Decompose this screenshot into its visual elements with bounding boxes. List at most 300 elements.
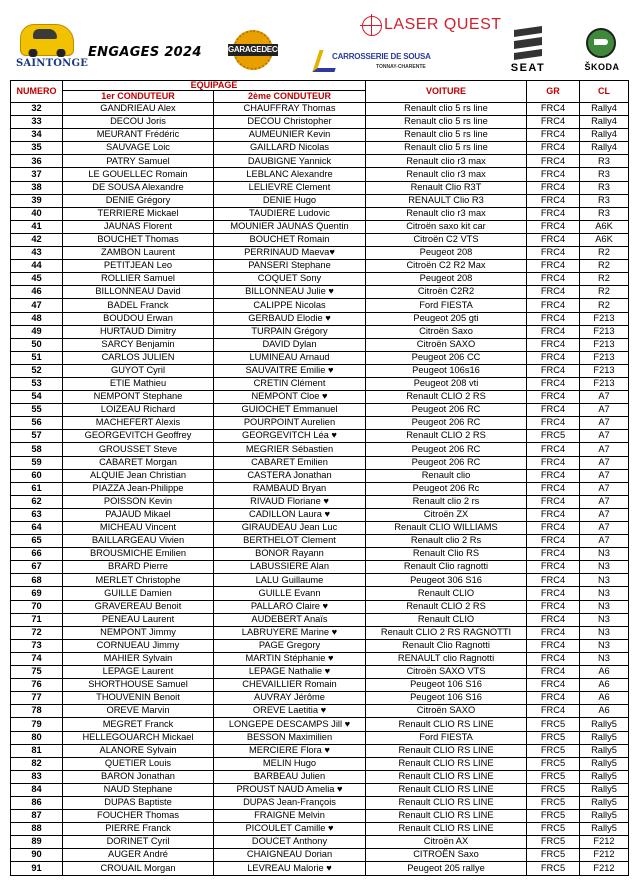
class: R2	[580, 247, 629, 260]
table-row	[11, 718, 629, 731]
saintonge-logo	[14, 20, 89, 72]
second-driver: LEPAGE Nathalie ♥	[214, 666, 366, 679]
second-driver: BILLONNEAU Julie ♥	[214, 286, 366, 299]
class: Rally4	[580, 129, 629, 142]
group: FRC4	[527, 600, 580, 613]
class: N3	[580, 613, 629, 626]
second-driver: CRETIN Clément	[214, 377, 366, 390]
car-model: Peugeot 206 RC	[366, 456, 527, 469]
table-row	[11, 770, 629, 783]
first-driver: LOIZEAU Richard	[63, 404, 214, 417]
group: FRC4	[527, 391, 580, 404]
second-driver: CHAUFFRAY Thomas	[214, 103, 366, 116]
table-row	[11, 679, 629, 692]
second-driver: MARTIN Stéphanie ♥	[214, 652, 366, 665]
class: F213	[580, 351, 629, 364]
entry-number: 55	[11, 404, 63, 417]
car-model: Renault CLIO RS LINE	[366, 810, 527, 823]
header-equipage: EQUIPAGE	[63, 81, 366, 91]
first-driver: NEMPONT Jimmy	[63, 626, 214, 639]
carrosserie-logo	[316, 48, 438, 76]
second-driver: DAVID Dylan	[214, 338, 366, 351]
car-model: Peugeot 205 rallye	[366, 862, 527, 875]
class: F213	[580, 377, 629, 390]
entry-number: 50	[11, 338, 63, 351]
table-row	[11, 325, 629, 338]
entry-number: 84	[11, 783, 63, 796]
class: R2	[580, 299, 629, 312]
car-model: Renault Clio Ragnotti	[366, 639, 527, 652]
car-model: Renault CLIO 2 RS	[366, 600, 527, 613]
car-model: Renault clio 5 rs line	[366, 129, 527, 142]
entry-number: 78	[11, 705, 63, 718]
table-row	[11, 430, 629, 443]
class: A6	[580, 705, 629, 718]
entry-number: 42	[11, 233, 63, 246]
table-row	[11, 731, 629, 744]
entry-number: 90	[11, 849, 63, 862]
entry-number: 52	[11, 364, 63, 377]
group: FRC5	[527, 718, 580, 731]
second-driver: DENIE Hugo	[214, 194, 366, 207]
car-model: CITROËN Saxo	[366, 849, 527, 862]
first-driver: BARON Jonathan	[63, 770, 214, 783]
group: FRC4	[527, 652, 580, 665]
entry-number: 82	[11, 757, 63, 770]
car-model: Renault clio 5 rs line	[366, 142, 527, 155]
group: FRC5	[527, 862, 580, 875]
car-model: RENAULT clio Ragnotti	[366, 652, 527, 665]
table-row	[11, 836, 629, 849]
class: Rally4	[580, 103, 629, 116]
table-row	[11, 666, 629, 679]
first-driver: AUGER André	[63, 849, 214, 862]
class: Rally5	[580, 757, 629, 770]
car-model: Renault clio r3 max	[366, 207, 527, 220]
group: FRC4	[527, 443, 580, 456]
second-driver: LABRUYERE Marine ♥	[214, 626, 366, 639]
seat-logo	[504, 28, 552, 74]
garage-logo-text: GARAGEDECOU	[228, 45, 289, 54]
car-model: Renault clio 5 rs line	[366, 103, 527, 116]
car-model: Renault clio 2 Rs	[366, 535, 527, 548]
group: FRC4	[527, 338, 580, 351]
laser-quest-logo-text: LASER QUEST	[384, 16, 502, 33]
class: R2	[580, 260, 629, 273]
car-model: Renault clio	[366, 469, 527, 482]
entry-number: 88	[11, 823, 63, 836]
second-driver: PERRINAUD Maeva♥	[214, 247, 366, 260]
table-row	[11, 574, 629, 587]
entries-table	[10, 80, 629, 876]
first-driver: BOUDOU Erwan	[63, 312, 214, 325]
entry-number: 36	[11, 155, 63, 168]
entry-number: 54	[11, 391, 63, 404]
page-header	[0, 0, 642, 80]
table-row	[11, 233, 629, 246]
entry-number: 51	[11, 351, 63, 364]
entry-number: 66	[11, 548, 63, 561]
entry-number: 38	[11, 181, 63, 194]
class: A7	[580, 430, 629, 443]
first-driver: PIAZZA Jean-Philippe	[63, 482, 214, 495]
group: FRC5	[527, 731, 580, 744]
first-driver: PATRY Samuel	[63, 155, 214, 168]
group: FRC4	[527, 508, 580, 521]
carrosserie-logo-subtext: TONNAY-CHARENTE	[376, 64, 426, 70]
first-driver: BADEL Franck	[63, 299, 214, 312]
table-row	[11, 260, 629, 273]
entry-number: 58	[11, 443, 63, 456]
class: A6	[580, 679, 629, 692]
class: A7	[580, 417, 629, 430]
first-driver: DUPAS Baptiste	[63, 796, 214, 809]
second-driver: AUDEBERT Anaïs	[214, 613, 366, 626]
first-driver: CABARET Morgan	[63, 456, 214, 469]
second-driver: PALLARO Claire ♥	[214, 600, 366, 613]
entry-number: 45	[11, 273, 63, 286]
table-row	[11, 338, 629, 351]
group: FRC4	[527, 469, 580, 482]
skoda-logo-text: ŠKODA	[584, 62, 620, 72]
entry-number: 75	[11, 666, 63, 679]
second-driver: POURPOINT Aurelien	[214, 417, 366, 430]
group: FRC5	[527, 796, 580, 809]
group: FRC5	[527, 744, 580, 757]
group: FRC5	[527, 849, 580, 862]
class: Rally5	[580, 823, 629, 836]
entry-number: 83	[11, 770, 63, 783]
first-driver: ALQUIE Jean Christian	[63, 469, 214, 482]
first-driver: MAHIER Sylvain	[63, 652, 214, 665]
car-model: Renault CLIO RS LINE	[366, 823, 527, 836]
car-model: Peugeot 206 RC	[366, 417, 527, 430]
car-model: Citroën SAXO	[366, 338, 527, 351]
class: Rally5	[580, 718, 629, 731]
group: FRC4	[527, 522, 580, 535]
class: N3	[580, 600, 629, 613]
car-model: Renault Clio RS	[366, 548, 527, 561]
group: FRC4	[527, 325, 580, 338]
entry-number: 60	[11, 469, 63, 482]
group: FRC4	[527, 626, 580, 639]
entry-number: 89	[11, 836, 63, 849]
car-model: Renault CLIO	[366, 587, 527, 600]
class: N3	[580, 574, 629, 587]
second-driver: PAGE Gregory	[214, 639, 366, 652]
first-driver: OREVE Marvin	[63, 705, 214, 718]
class: R3	[580, 181, 629, 194]
entry-number: 73	[11, 639, 63, 652]
class: A6K	[580, 220, 629, 233]
car-model: Renault clio 2 rs	[366, 495, 527, 508]
group: FRC4	[527, 535, 580, 548]
class: A7	[580, 456, 629, 469]
car-model: Peugeot 206 RC	[366, 443, 527, 456]
group: FRC4	[527, 273, 580, 286]
first-driver: MACHEFERT Alexis	[63, 417, 214, 430]
car-model: Peugeot 106 S16	[366, 692, 527, 705]
class: Rally5	[580, 783, 629, 796]
table-row	[11, 443, 629, 456]
second-driver: CABARET Emilien	[214, 456, 366, 469]
class: A6K	[580, 233, 629, 246]
class: R2	[580, 273, 629, 286]
group: FRC4	[527, 116, 580, 129]
table-row	[11, 181, 629, 194]
group: FRC4	[527, 613, 580, 626]
first-driver: BAILLARGEAU Vivien	[63, 535, 214, 548]
entry-number: 62	[11, 495, 63, 508]
second-driver: LEVREAU Malorie ♥	[214, 862, 366, 875]
seat-s-icon	[514, 26, 542, 60]
group: FRC4	[527, 666, 580, 679]
first-driver: BRARD Pierre	[63, 561, 214, 574]
first-driver: HURTAUD Dimitry	[63, 325, 214, 338]
class: Rally5	[580, 744, 629, 757]
car-model: Renault CLIO WILLIAMS	[366, 522, 527, 535]
entry-number: 69	[11, 587, 63, 600]
entry-number: 64	[11, 522, 63, 535]
garage-decou-logo	[228, 30, 289, 70]
first-driver: DORINET Cyril	[63, 836, 214, 849]
group: FRC4	[527, 247, 580, 260]
laser-quest-logo	[362, 14, 502, 38]
table-row	[11, 757, 629, 770]
first-driver: ZAMBON Laurent	[63, 247, 214, 260]
entry-number: 68	[11, 574, 63, 587]
second-driver: CALIPPE Nicolas	[214, 299, 366, 312]
class: F213	[580, 364, 629, 377]
first-driver: HELLEGOUARCH Mickael	[63, 731, 214, 744]
car-model: RENAULT Clio R3	[366, 194, 527, 207]
car-model: Renault CLIO RS LINE	[366, 744, 527, 757]
group: FRC4	[527, 561, 580, 574]
first-driver: GEORGEVITCH Geoffrey	[63, 430, 214, 443]
table-row	[11, 220, 629, 233]
car-model: Renault CLIO 2 RS	[366, 391, 527, 404]
second-driver: CASTERA Jonathan	[214, 469, 366, 482]
car-model: Renault CLIO RS LINE	[366, 757, 527, 770]
entry-number: 34	[11, 129, 63, 142]
class: A7	[580, 469, 629, 482]
class: A6	[580, 692, 629, 705]
entry-number: 79	[11, 718, 63, 731]
table-row	[11, 692, 629, 705]
entry-number: 35	[11, 142, 63, 155]
car-model: Peugeot 208 vti	[366, 377, 527, 390]
car-model: Peugeot 208	[366, 247, 527, 260]
entry-number: 43	[11, 247, 63, 260]
first-driver: MEGRET Franck	[63, 718, 214, 731]
first-driver: LE GOUELLEC Romain	[63, 168, 214, 181]
header-cl: CL	[580, 81, 629, 103]
car-model: Renault clio r3 max	[366, 155, 527, 168]
car-model: Peugeot 206 Rc	[366, 482, 527, 495]
carrosserie-logo-text: CARROSSERIE DE SOUSA	[332, 52, 431, 61]
second-driver: GIRAUDEAU Jean Luc	[214, 522, 366, 535]
table-row	[11, 168, 629, 181]
car-model: Citroën Saxo	[366, 325, 527, 338]
first-driver: POISSON Kevin	[63, 495, 214, 508]
first-driver: QUETIER Louis	[63, 757, 214, 770]
class: Rally5	[580, 731, 629, 744]
first-driver: THOUVENIN Benoit	[63, 692, 214, 705]
second-driver: TURPAIN Grégory	[214, 325, 366, 338]
group: FRC4	[527, 456, 580, 469]
second-driver: BONOR Rayann	[214, 548, 366, 561]
first-driver: NAUD Stephane	[63, 783, 214, 796]
table-row	[11, 744, 629, 757]
group: FRC4	[527, 404, 580, 417]
first-driver: LEPAGE Laurent	[63, 666, 214, 679]
class: R3	[580, 194, 629, 207]
second-driver: CADILLON Laura ♥	[214, 508, 366, 521]
group: FRC4	[527, 364, 580, 377]
entry-number: 77	[11, 692, 63, 705]
second-driver: BOUCHET Romain	[214, 233, 366, 246]
car-model: Renault Clio R3T	[366, 181, 527, 194]
second-driver: OREVE Laetitia ♥	[214, 705, 366, 718]
group: FRC4	[527, 299, 580, 312]
first-driver: DENIE Grégory	[63, 194, 214, 207]
car-model: Renault CLIO 2 RS RAGNOTTI	[366, 626, 527, 639]
second-driver: GEORGEVITCH Léa ♥	[214, 430, 366, 443]
car-model: Ford FIESTA	[366, 299, 527, 312]
entry-number: 81	[11, 744, 63, 757]
entry-number: 40	[11, 207, 63, 220]
header-gr: GR	[527, 81, 580, 103]
car-model: Renault Clio ragnotti	[366, 561, 527, 574]
second-driver: RAMBAUD Bryan	[214, 482, 366, 495]
class: A7	[580, 404, 629, 417]
car-model: Peugeot 106s16	[366, 364, 527, 377]
class: A7	[580, 482, 629, 495]
first-driver: TERRIERE Mickael	[63, 207, 214, 220]
first-driver: GRAVEREAU Benoit	[63, 600, 214, 613]
table-row	[11, 456, 629, 469]
first-driver: JAUNAS Florent	[63, 220, 214, 233]
first-driver: MERLET Christophe	[63, 574, 214, 587]
first-driver: CARLOS JULIEN	[63, 351, 214, 364]
table-row	[11, 862, 629, 875]
table-row	[11, 548, 629, 561]
second-driver: GUILLE Evann	[214, 587, 366, 600]
group: FRC4	[527, 194, 580, 207]
entry-number: 57	[11, 430, 63, 443]
table-row	[11, 535, 629, 548]
class: R3	[580, 207, 629, 220]
second-driver: LONGEPE DESCAMPS Jill ♥	[214, 718, 366, 731]
first-driver: CROUAIL Morgan	[63, 862, 214, 875]
first-driver: ALANORE Sylvain	[63, 744, 214, 757]
entry-number: 91	[11, 862, 63, 875]
saintonge-logo-text: SAINTONGE	[16, 58, 89, 69]
entry-number: 39	[11, 194, 63, 207]
table-row	[11, 351, 629, 364]
table-row	[11, 286, 629, 299]
first-driver: PENEAU Laurent	[63, 613, 214, 626]
entry-number: 56	[11, 417, 63, 430]
group: FRC4	[527, 679, 580, 692]
car-model: Citroën saxo kit car	[366, 220, 527, 233]
second-driver: CHEVAILLIER Romain	[214, 679, 366, 692]
entry-number: 53	[11, 377, 63, 390]
class: A7	[580, 522, 629, 535]
table-row	[11, 469, 629, 482]
class: Rally5	[580, 796, 629, 809]
second-driver: PROUST NAUD Amelia ♥	[214, 783, 366, 796]
table-row	[11, 626, 629, 639]
class: F213	[580, 312, 629, 325]
group: FRC5	[527, 770, 580, 783]
entry-number: 74	[11, 652, 63, 665]
first-driver: ETIE Mathieu	[63, 377, 214, 390]
entry-number: 67	[11, 561, 63, 574]
class: F213	[580, 338, 629, 351]
second-driver: DECOU Christopher	[214, 116, 366, 129]
car-model: Renault CLIO RS LINE	[366, 783, 527, 796]
table-row	[11, 482, 629, 495]
group: FRC4	[527, 220, 580, 233]
class: R3	[580, 168, 629, 181]
skoda-arrow-icon	[586, 28, 616, 58]
class: A6	[580, 666, 629, 679]
first-driver: PIERRE Franck	[63, 823, 214, 836]
table-row	[11, 142, 629, 155]
second-driver: AUMEUNIER Kevin	[214, 129, 366, 142]
car-model: Renault CLIO RS LINE	[366, 796, 527, 809]
entry-number: 48	[11, 312, 63, 325]
car-model: Renault clio r3 max	[366, 168, 527, 181]
car-model: Citroën SAXO VTS	[366, 666, 527, 679]
class: N3	[580, 561, 629, 574]
car-model: Renault CLIO RS LINE	[366, 770, 527, 783]
car-model: Renault CLIO RS LINE	[366, 718, 527, 731]
first-driver: MEURANT Frédéric	[63, 129, 214, 142]
page-title: ENGAGES 2024	[88, 45, 202, 60]
second-driver: NEMPONT Cloe ♥	[214, 391, 366, 404]
table-row	[11, 103, 629, 116]
group: FRC4	[527, 495, 580, 508]
first-driver: SAUVAGE Loic	[63, 142, 214, 155]
group: FRC4	[527, 692, 580, 705]
group: FRC5	[527, 836, 580, 849]
entry-number: 47	[11, 299, 63, 312]
rally-car-icon	[20, 24, 74, 56]
class: Rally5	[580, 810, 629, 823]
second-driver: FRAIGNE Melvin	[214, 810, 366, 823]
first-driver: PETITJEAN Leo	[63, 260, 214, 273]
table-row	[11, 508, 629, 521]
entry-number: 41	[11, 220, 63, 233]
car-model: Peugeot 206 CC	[366, 351, 527, 364]
first-driver: GROUSSET Steve	[63, 443, 214, 456]
group: FRC4	[527, 129, 580, 142]
table-row	[11, 495, 629, 508]
first-driver: DE SOUSA Alexandre	[63, 181, 214, 194]
table-row	[11, 377, 629, 390]
group: FRC4	[527, 482, 580, 495]
entry-number: 33	[11, 116, 63, 129]
car-model: Citroën AX	[366, 836, 527, 849]
class: A7	[580, 508, 629, 521]
class: Rally4	[580, 142, 629, 155]
first-driver: GUILLE Damien	[63, 587, 214, 600]
entry-number: 65	[11, 535, 63, 548]
first-driver: BROUSMICHE Emilien	[63, 548, 214, 561]
car-model: Citroën C2R2	[366, 286, 527, 299]
